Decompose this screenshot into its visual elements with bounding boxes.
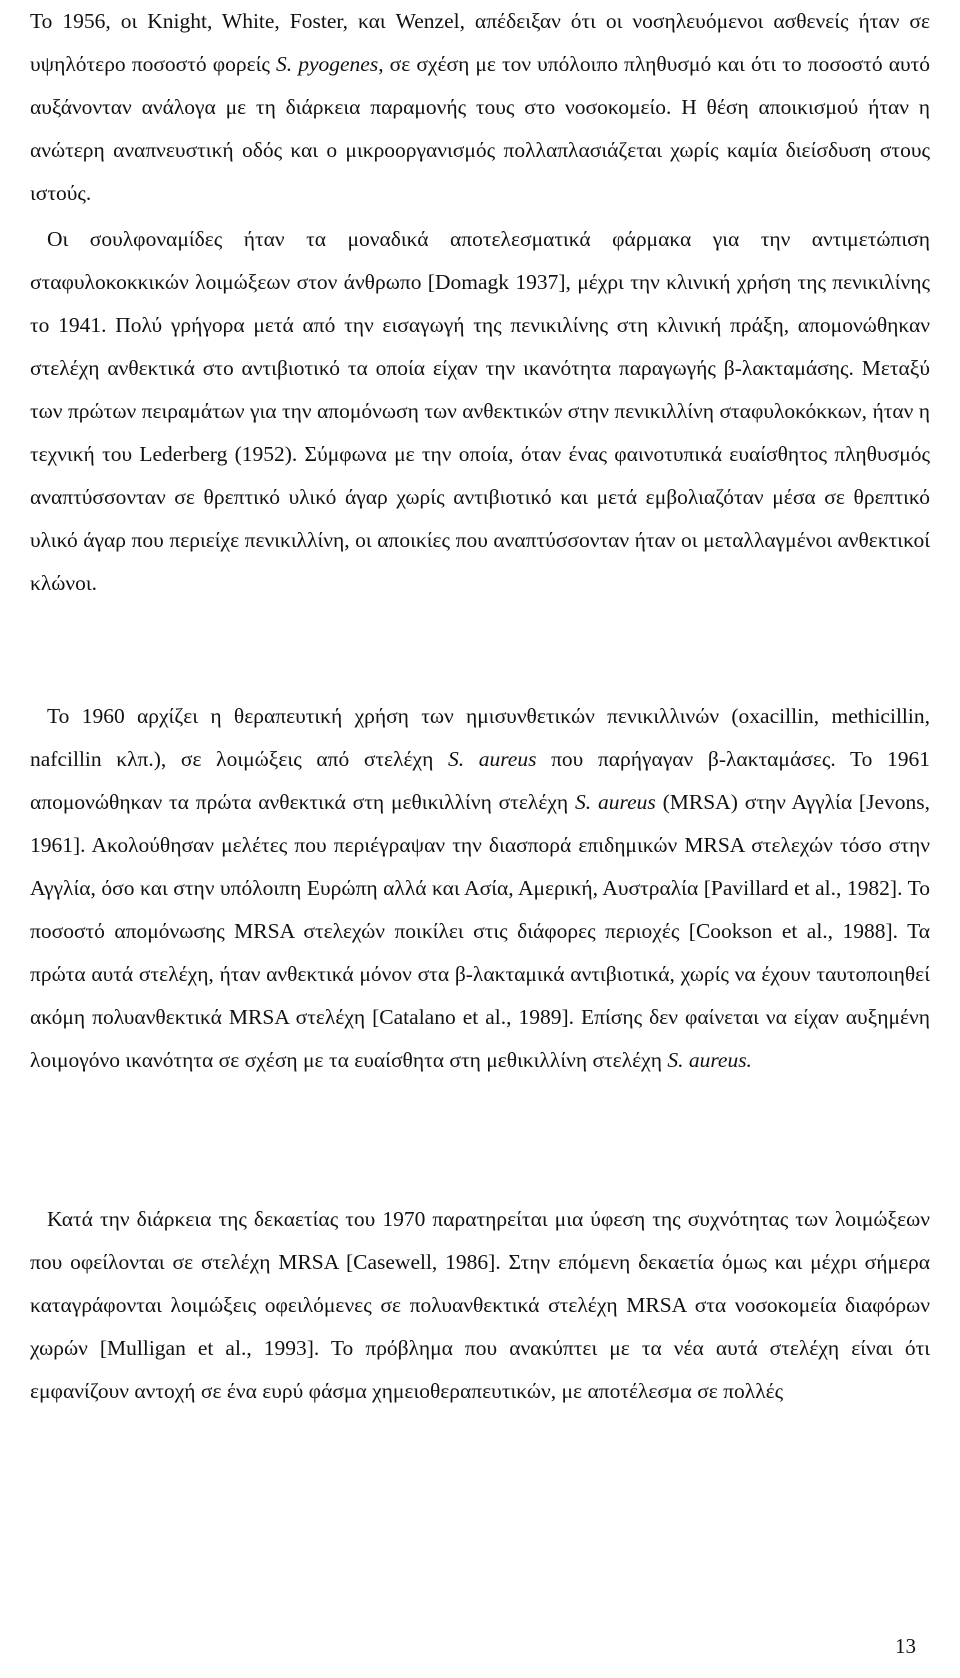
paragraph-4 <box>30 1198 930 1413</box>
p3-seg-0: Το 1960 αρχίζει η θεραπευτική χρήση των ημισυνθετικών πενικιλλινών (oxacillin, methicillin, nafcillin κλπ.), σε λοιμώξεις από στελέχη <box>30 704 930 771</box>
p1-seg-2: , σε σχέση με τον υπόλοιπο πληθυσμό και ότι το ποσοστό αυτό αυξάνονταν ανάλογα με τη διάρκεια παραμονής τους στο νοσοκομείο. Η θέση αποικισμού ήταν η ανώτερη αναπνευστική οδός και ο μικροοργανισμός πολλαπλασιάζεται χωρίς καμία διείσδυση στους ιστούς. <box>30 52 931 205</box>
p3-seg-1-italic: S. aureus <box>447 747 537 771</box>
p4-seg-0: Κατά την διάρκεια της δεκαετίας του 1970 παρατηρείται μια ύφεση της συχνότητας των λοιμώξεων που οφείλονται σε στελέχη MRSA [Casewell, 1986]. Στην επόμενη δεκαετία όμως και μέχρι σήμερα καταγράφονται λοιμώξεις οφειλόμενες σε πολυανθεκτικά στελέχη MRSA στα νοσοκομεία διαφόρων χωρών [Mulligan et al., 1993]. Το πρόβλημα που ανακύπτει με τα νέα αυτά στελέχη είναι ότι εμφανίζουν αντοχή σε ένα ευρύ φάσμα χημειοθεραπευτικών, με αποτέλεσμα σε πολλές <box>30 1207 930 1403</box>
page-number: 13 <box>895 1634 916 1658</box>
paragraph-2 <box>30 218 930 605</box>
p1-seg-1-italic: S. pyogenes <box>276 52 379 76</box>
p1-seg-0: Το 1956, οι Knight, White, Foster, και Wenzel, απέδειξαν ότι οι νοσηλευόμενοι ασθενείς ήταν σε υψηλότερο ποσοστό φορείς <box>30 9 930 76</box>
p2-seg-0: Οι σουλφοναμίδες ήταν τα μοναδικά αποτελεσματικά φάρμακα για την αντιμετώπιση σταφυλοκοκκικών λοιμώξεων στον άνθρωπο [Domagk 1937], μέχρι την κλινική χρήση της πενικιλίνης το 1941. Πολύ γρήγορα μετά από την εισαγωγή της πενικιλίνης στη κλινική πράξη, απομονώθηκαν στελέχη ανθεκτικά στο αντιβιοτικό τα οποία είχαν την ικανότητα παραγωγής β-λακταμάσης. Μεταξύ των πρώτων πειραμάτων για την απομόνωση των ανθεκτικών στην πενικιλλίνη σταφυλοκόκκων, ήταν η τεχνική του Lederberg (1952). Σύμφωνα με την οποία, όταν ένας φαινοτυπικά ευαίσθητος πληθυσμός αναπτύσσονταν σε θρεπτικό υλικό άγαρ χωρίς αντιβιοτικό και μετά εμβολιαζόταν μέσα σε θρεπτικό υλικό άγαρ που περιείχε πενικιλλίνη, οι αποικίες που αναπτύσσονταν ήταν οι μεταλλαγμένοι ανθεκτικοί κλώνοι. <box>30 227 930 595</box>
p3-seg-5-italic: S. aureus. <box>667 1048 752 1072</box>
p3-seg-3-italic: S. aureus <box>575 790 656 814</box>
p3-seg-2: που παρήγαγαν β-λακταμάσες. Το 1961 απομονώθηκαν τα πρώτα ανθεκτικά στη μεθικιλλίνη στελέχη <box>30 747 930 814</box>
p3-seg-4: (MRSA) στην Αγγλία [Jevons, 1961]. Ακολούθησαν μελέτες που περιέγραψαν την διασπορά επιδημικών MRSA στελεχών τόσο στην Αγγλία, όσο και στην υπόλοιπη Ευρώπη αλλά και Ασία, Αμερική, Αυστραλία [Pavillard et al., 1982]. Το ποσοστό απομόνωσης MRSA στελεχών ποικίλει στις διάφορες περιοχές [Cookson et al., 1988]. Τα πρώτα αυτά στελέχη, ήταν ανθεκτικά μόνον στα β-λακταμικά αντιβιοτικά, χωρίς να έχουν ταυτοποιηθεί ακόμη πολυανθεκτικά MRSA στελέχη [Catalano et al., 1989]. Επίσης δεν φαίνεται να είχαν αυξημένη λοιμογόνο ικανότητα σε σχέση με τα ευαίσθητα στη μεθικιλλίνη στελέχη <box>30 790 930 1072</box>
paragraph-3 <box>30 695 930 1082</box>
paragraph-1 <box>30 0 930 215</box>
